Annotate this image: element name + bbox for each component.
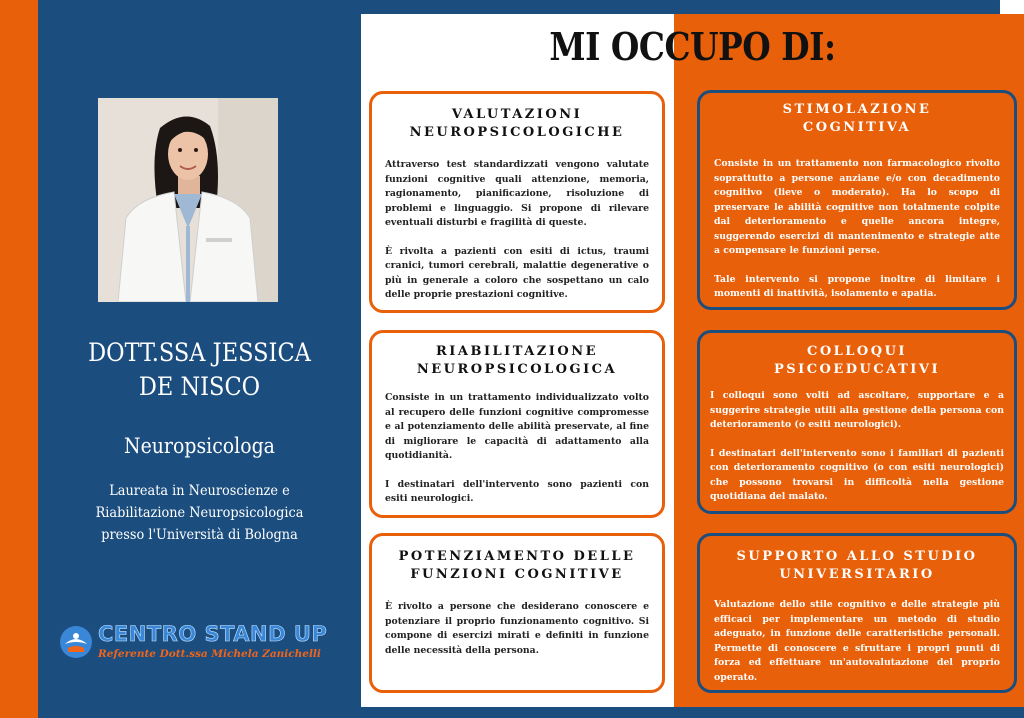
card-text: Consiste in un trattamento non farmacologico rivolto soprattutto a persone anziane e/o con decadimento cognitivo (lieve o moderato). Ha lo scopo di preservare le abilità cognitive non totalmente colpite dal deterioramento e quelle ancora integre, suggerendo esercizi di mantenimento e strategie atte a compensare le funzioni perse. [714, 158, 1000, 256]
card-riabilitazione [369, 330, 665, 518]
card-text: Valutazione dello stile cognitivo e delle strategie più efficaci per implementare un metodo di studio adeguato, in funzione delle caratteristiche personali. Permette di conoscere e sfruttare i propri punti di forza ed effettuare un'autovalutazione del proprio operato. [714, 599, 1000, 683]
card-title: VALUTAZIONI NEUROPSICOLOGICHE [409, 107, 625, 140]
desc-line2: Riabilitazione Neuropsicologica [95, 505, 304, 521]
card-valutazioni [369, 91, 665, 313]
doctor-name-line2: DE NISCO [138, 372, 261, 401]
card-text: È rivolto a persone che desiderano conoscere e potenziare il proprio funzionamento cognitivo. Si compone di esercizi mirati e definiti in funzione delle necessità della persona. [385, 601, 649, 656]
card-stimolazione [697, 90, 1017, 310]
card-potenziamento [369, 533, 665, 693]
card-text: Tale intervento si propone inoltre di limitare i momenti di inattività, isolamento e apatia. [714, 273, 1000, 299]
centro-stand-up-logo [58, 622, 358, 668]
logo-mark-icon [58, 624, 94, 660]
doctor-role: Neuropsicologa [124, 434, 275, 458]
card-title: POTENZIAMENTO DELLE FUNZIONI COGNITIVE [398, 549, 636, 582]
card-supporto [697, 533, 1017, 693]
card-title: RIABILITAZIONE NEUROPSICOLOGICA [416, 344, 618, 377]
card-text: I colloqui sono volti ad ascoltare, supportare e a suggerire strategie utili alla gestione della persona con deterioramento (o esiti neurologici). [710, 390, 1004, 430]
card-text: Consiste in un trattamento individualizzato volto al recupero delle funzioni cognitive compromesse e al potenziamento delle abilità preservate, al fine di migliorare le capacità di adattamento alla quotidianità. [385, 392, 649, 461]
logo-title: CENTRO STAND UP [98, 622, 328, 646]
card-text: I destinatari dell'intervento sono i familiari di pazienti con deterioramento cognitivo (o con esiti neurologici) che possono trovarsi in difficoltà nella gestione quotidiana del malato. [710, 447, 1004, 502]
card-title: COLLOQUI PSICOEDUCATIVI [773, 344, 941, 377]
doctor-description [51, 480, 348, 546]
logo-subtitle: Referente Dott.ssa Michela Zanichelli [98, 648, 321, 660]
card-text: È rivolta a pazienti con esiti di ictus, traumi cranici, tumori cerebrali, malattie degenerative o più in generale a coloro che sospettano un calo delle proprie prestazioni cognitive. [385, 245, 649, 300]
card-title: STIMOLAZIONE COGNITIVA [782, 102, 932, 135]
card-colloqui [697, 330, 1017, 514]
page-title: MI OCCUPO DI: [549, 24, 836, 69]
bottom-blue-strip [361, 707, 1024, 718]
desc-line1: Laureata in Neuroscienze e [109, 483, 290, 499]
profile-photo [98, 98, 278, 302]
card-text: Attraverso test standardizzati vengono valutate funzioni cognitive quali attenzione, memoria, ragionamento, pianificazione, risoluzione di problemi e linguaggio. Si propone di rilevare eventuali disturbi e fragilità di queste. [385, 159, 649, 228]
doctor-name [54, 336, 345, 404]
card-title: SUPPORTO ALLO STUDIO UNIVERSITARIO [736, 549, 978, 582]
doctor-name-line1: DOTT.SSA JESSICA [88, 338, 311, 367]
desc-line3: presso l'Università di Bologna [101, 527, 298, 543]
left-orange-band [0, 0, 38, 718]
card-text: I destinatari dell'intervento sono pazienti con esiti neurologici. [385, 478, 649, 504]
